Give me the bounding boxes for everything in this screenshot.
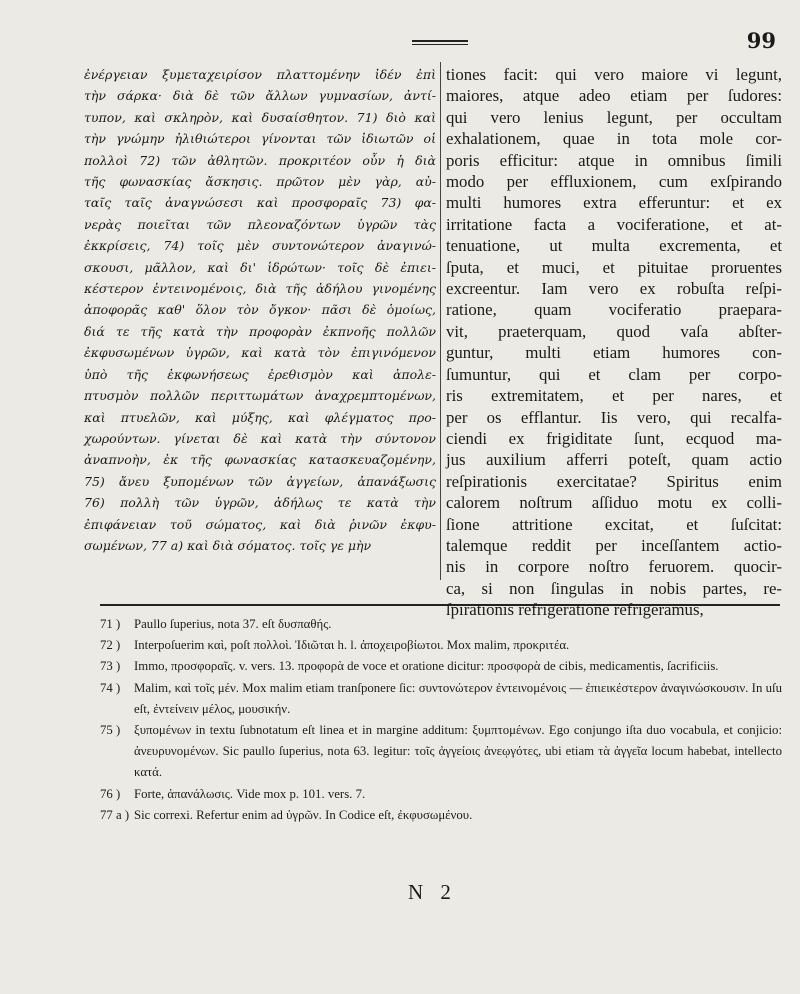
- footnote: [100, 678, 782, 720]
- footnote-number: 74 ): [100, 680, 121, 695]
- footnote-text: Malim, καὶ τοῖς μέν. Mox malim etiam tranſponere ſic: συντονώτερον ἐντεινομένοις — ἐπιεικέστερον ἀναγινώσκουσιν. In uſu eſt, ἐντείνειν μέλος, μουσικήν.: [134, 680, 782, 716]
- greek-text-line: σωμένων, 77 a) καὶ διὰ σόματος. τοῖς γε μὴν: [84, 537, 372, 553]
- footnote-text: Sic correxi. Refertur enim ad ὑγρῶν. In Codice eſt, ἐκφυσωμένου.: [134, 807, 473, 822]
- greek-text-line: 76) πολλὴ τῶν ὑγρῶν, ἀδήλως τε κατὰ τὴν: [84, 495, 436, 511]
- greek-text-line: πολλοὶ 72) τῶν ἀθλητῶν. προκριτέον οὖν ἡ διὰ: [84, 152, 436, 168]
- latin-text-line: modo per effluxionem, cum exſpirando: [446, 172, 782, 192]
- footnote-number: 75 ): [100, 723, 121, 738]
- latin-text-line: irritatione facta a vociferatione, et at-: [446, 214, 782, 234]
- footnote-number: 73 ): [100, 659, 121, 674]
- footnote-text: Paullo ſuperius, nota 37. eſt δυσπαθής.: [134, 617, 332, 631]
- footnote-text: Immo, προσφοραῖς. v. vers. 13. προφορὰ de voce et oratione dicitur: προσφορὰ de cibis, medicamentis, ſacrificiis.: [134, 659, 719, 674]
- latin-text-line: vit, praeterquam, quod vaſa abſter-: [446, 321, 782, 341]
- footnote: [100, 784, 782, 805]
- greek-text-line: τὴν γνώμην ἠλιθιώτεροι γίνονται τῶν ἰδιωτῶν οἱ: [84, 131, 436, 147]
- latin-text-line: ſpirationis refrigeratione refrigeramus,: [446, 600, 704, 620]
- latin-text-line: talemque reddit per inceſſantem actio-: [446, 535, 782, 555]
- latin-text-line: tiones facit: qui vero maiore vi legunt,: [446, 65, 782, 84]
- greek-text-line: τὴν σάρκα· διὰ δὲ τῶν ἄλλων γυμνασίων, ἀντί-: [84, 88, 436, 104]
- greek-text-line: ἐπιφάνειαν τοῦ σώματος, καὶ διὰ ῥινῶν ἐκφυ-: [84, 516, 436, 532]
- greek-text-line: ἀναπνοὴν, ἐκ τῆς φωνασκίας κατασκευαζομένην,: [84, 452, 436, 468]
- greek-text-line: ἐνέργειαν ξυμεταχειρίσον πλαττομένην ἰδέν ἐπὶ: [84, 67, 436, 82]
- footnote-text: Interpoſuerim καὶ, poſt πολλοὶ. Ἰδιῶται h. l. ἀποχειροβίωτοι. Mox malim, προκριτέα.: [134, 638, 570, 653]
- latin-text-line: ratione, quam vociferatio praepara-: [446, 300, 782, 320]
- latin-text-line: ca, si non ſingulas in nobis partes, re-: [446, 578, 782, 598]
- footnote: [100, 720, 782, 784]
- greek-text-line: ἀποφορᾶς καθ' ὅλον τὸν ὄγκον· πᾶσι δὲ ὁμοίως,: [84, 302, 436, 318]
- footnote: [100, 635, 782, 656]
- latin-text-line: qui vero lenius legunt, per occultam: [446, 107, 782, 127]
- greek-text-line: 75) ἄνευ ξυπομένων τῶν ἀγγείων, ἀπανάξωσις: [84, 473, 436, 489]
- greek-text-line: τῆς φωνασκίας ἄσκησις. πρῶτον μὲν γὰρ, αὐ-: [84, 174, 436, 190]
- latin-text-line: ris extremitatem, et per nares, et: [446, 386, 782, 406]
- latin-text-line: jus auxilium afferri poteſt, quam actio: [446, 450, 782, 470]
- greek-text-line: καὶ πτυελῶν, καὶ μύξης, καὶ φλέγματος προ-: [84, 409, 436, 425]
- latin-text-line: ſputa, et muci, et pituitae proruentes: [446, 257, 782, 277]
- footnote: [100, 614, 782, 635]
- greek-text-line: σκουσι, μᾶλλον, καὶ δι' ἱδρώτων· τοῖς δὲ ἐπιει-: [84, 259, 436, 275]
- footnote-number: 71 ): [100, 617, 121, 631]
- footnote-text: Forte, ἀπανάλωσις. Vide mox p. 101. vers. 7.: [134, 786, 366, 801]
- latin-text-line: reſpirationis exercitatae? Spiritus enim: [446, 471, 782, 491]
- greek-text-line: κέστερον ἐντεινομένοις, διὰ τῆς ἀδήλου γινομένης: [84, 281, 436, 297]
- greek-text-line: ἐκφυσωμένων ὑγρῶν, καὶ κατὰ τὸν ἐπιγινόμενον: [84, 345, 436, 361]
- greek-text-line: διά τε τῆς κατὰ τὴν προφορὰν ἐκπνοῆς πολλῶν: [84, 323, 436, 339]
- footnote-number: 77 a ): [100, 807, 130, 822]
- greek-text-line: τυπον, καὶ σκληρὸν, καὶ δυσαίσθητον. 71) διὸ καὶ: [84, 109, 436, 125]
- column-divider: [440, 62, 441, 580]
- footnote: [100, 805, 782, 826]
- greek-text-line: νερὰς ποιεῖται τῶν πλεοναζόντων ὑγρῶν τὰς: [84, 216, 436, 232]
- greek-text-line: ὑπὸ τῆς ἐκφωνήσεως ἐρεθισμὸν καὶ ἀπολε-: [84, 366, 436, 382]
- latin-text-line: poris efficitur: atque in omnibus ſimili: [446, 150, 782, 170]
- latin-translation-column: [446, 64, 782, 620]
- latin-text-line: guntur, multi etiam humores con-: [446, 343, 782, 363]
- greek-text-line: ἐκκρίσεις, 74) τοῖς μὲν συντονώτερον ἀναγινώ-: [84, 238, 436, 254]
- footnote-rule: [100, 604, 780, 606]
- header-rule: [412, 40, 468, 45]
- latin-text-line: multi humores extra efferuntur: et ex: [446, 193, 782, 213]
- latin-text-line: excreentur. Iam vero ex robuſta reſpi-: [446, 279, 782, 299]
- latin-text-line: ſione attritione excitat, et ſuſcitat:: [446, 514, 782, 534]
- page-number: 99: [746, 28, 776, 53]
- greek-text-column: [84, 64, 436, 580]
- footnote: [100, 656, 782, 677]
- latin-text-line: exhalationem, quae in tota mole cor-: [446, 129, 782, 149]
- latin-text-line: calorem noſtrum aſſiduo motu ex colli-: [446, 493, 782, 513]
- latin-text-line: per os efflantur. Iis vero, qui recalfa-: [446, 407, 782, 427]
- greek-text-line: πτυσμὸν πολλῶν περιττωμάτων ἀναχρεμπτομένων,: [84, 388, 436, 404]
- latin-text-line: ciendi ex frigiditate ſunt, ecquod ma-: [446, 428, 782, 448]
- greek-text-line: χωρούντων. γίνεται δὲ καὶ κατὰ τὴν σύντονον: [84, 430, 436, 446]
- footnotes: [100, 614, 782, 826]
- latin-text-line: ſumuntur, qui et clam per corpo-: [446, 364, 782, 384]
- latin-text-line: nis in corpore noſtro feruorem. quocir-: [446, 557, 782, 577]
- footnote-text: ξυπομένων in textu ſubnotatum eſt linea et in margine additum: ξυμπτομένων. Ego conjungo iſta duo vocabula, et conjicio: ἀνευρυνομένων. Sic paullo ſuperius, nota 63. legitur: τοῖς ἀγγείοις ἀνεῳγότες, ubi etiam τὰ ἀγγεῖα locum habebat, intellecto κατά.: [134, 723, 782, 780]
- latin-text-line: maiores, atque adeo etiam per ſudores:: [446, 86, 782, 106]
- footnote-number: 76 ): [100, 786, 121, 801]
- latin-text-line: tenuatione, ut multa excrementa, et: [446, 236, 782, 256]
- signature-mark: N 2: [408, 880, 457, 904]
- footnote-number: 72 ): [100, 638, 121, 653]
- greek-text-line: ταῖς ταῖς ἀναγνώσεσι καὶ προσφοραῖς 73) φα-: [84, 195, 436, 211]
